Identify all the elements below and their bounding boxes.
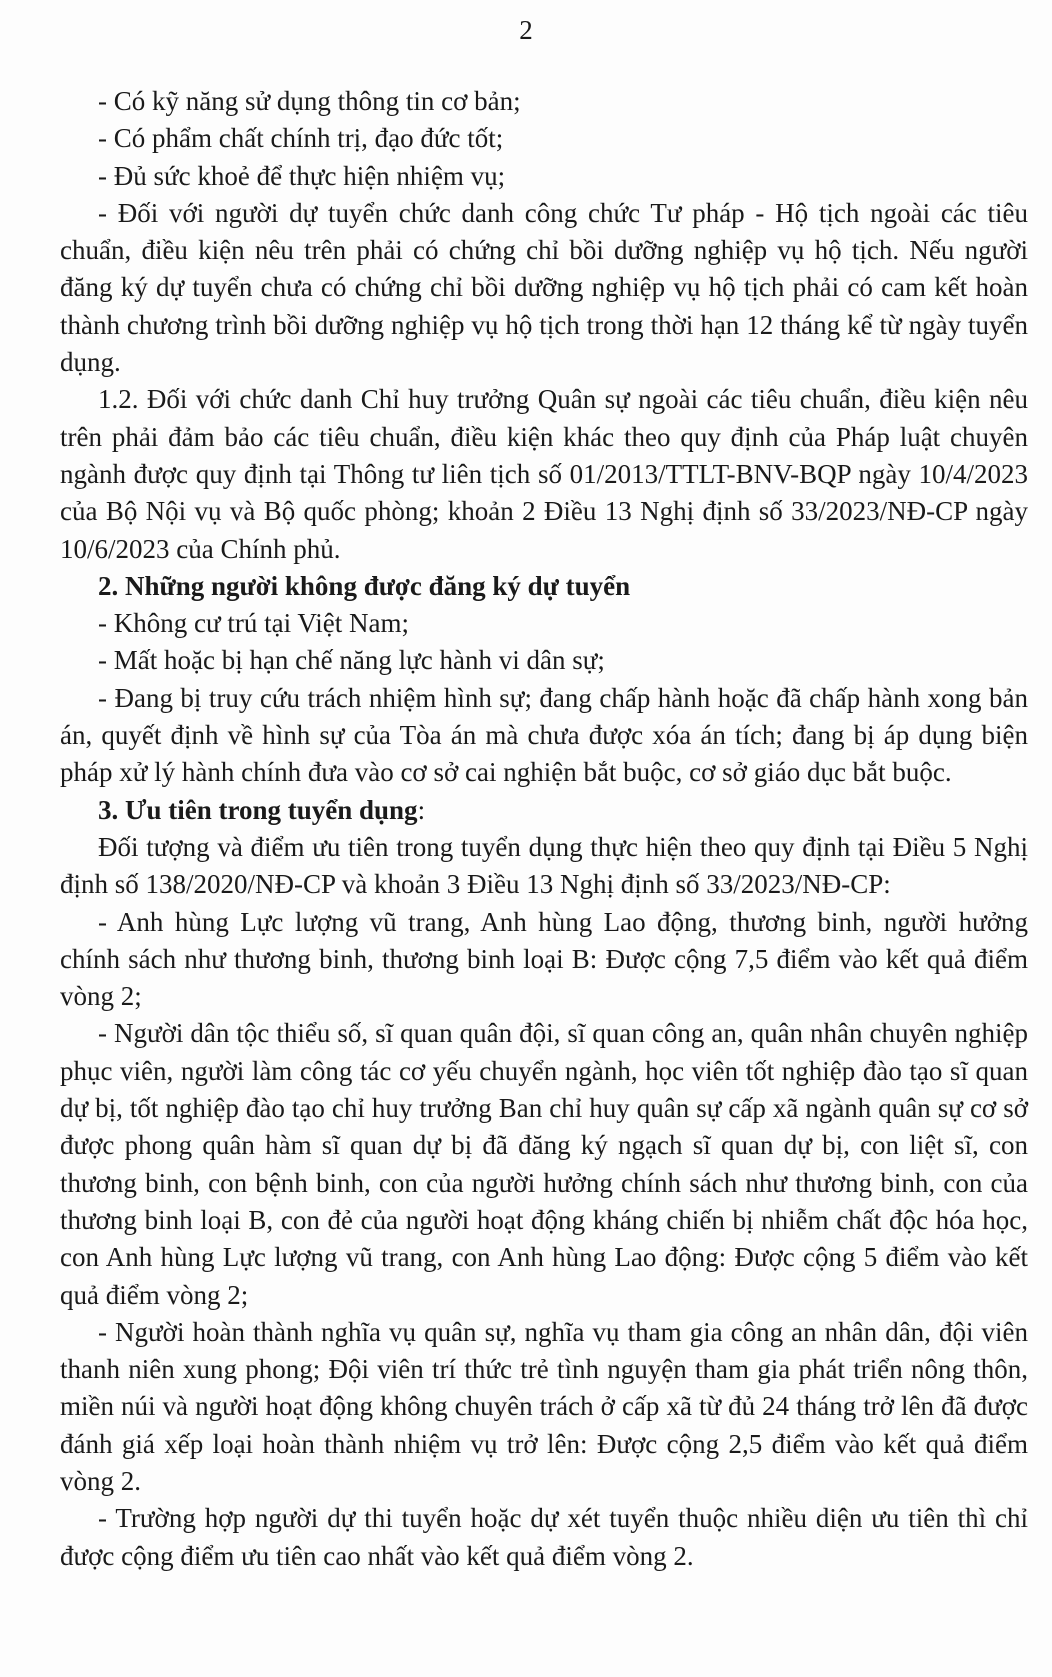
paragraph-basic-it-skills: - Có kỹ năng sử dụng thông tin cơ bản; xyxy=(98,86,521,116)
section-heading-priority-suffix: : xyxy=(417,794,426,825)
paragraph-military-commander: 1.2. Đối với chức danh Chỉ huy trưởng Quân sự ngoài các tiêu chuẩn, điều kiện nêu trên phải đảm bảo các tiêu chuẩn, điều kiện khác theo quy định của Pháp luật chuyên ngành được quy định tại Thông tư liên tịch số 01/2013/TTLT-BNV-BQP ngày 10/4/2023 của Bộ Nội vụ và Bộ quốc phòng; khoản 2 Điều 13 Nghị định số 33/2023/NĐ-CP ngày 10/6/2023 của Chính phủ. xyxy=(60,384,1028,564)
paragraph-priority-multiple: - Trường hợp người dự thi tuyển hoặc dự xét tuyển thuộc nhiều diện ưu tiên thì chỉ được cộng điểm ưu tiên cao nhất vào kết quả điểm vòng 2. xyxy=(60,1503,1028,1571)
paragraph-criminal-prosecution: - Đang bị truy cứu trách nhiệm hình sự; đang chấp hành hoặc đã chấp hành xong bản án, quyết định về hình sự của Tòa án mà chưa được xóa án tích; đang bị áp dụng biện pháp xử lý hành chính đưa vào cơ sở cai nghiện bắt buộc, cơ sở giáo dục bắt buộc. xyxy=(60,682,1028,788)
section-heading-ineligible: 2. Những người không được đăng ký dự tuyển xyxy=(98,570,631,601)
paragraph-priority-7-5: - Anh hùng Lực lượng vũ trang, Anh hùng Lao động, thương binh, người hưởng chính sách như thương binh, thương binh loại B: Được cộng 7,5 điểm vào kết quả điểm vòng 2; xyxy=(60,906,1028,1012)
paragraph-political-quality: - Có phẩm chất chính trị, đạo đức tốt; xyxy=(98,123,504,154)
section-heading-priority xyxy=(60,792,1028,829)
paragraph-justice-civil-status: - Đối với người dự tuyển chức danh công chức Tư pháp - Hộ tịch ngoài các tiêu chuẩn, điều kiện nêu trên phải có chứng chỉ bồi dưỡng nghiệp vụ hộ tịch. Nếu người đăng ký dự tuyển chưa có chứng chỉ bồi dưỡng nghiệp vụ hộ tịch phải có cam kết hoàn thành chương trình bồi dưỡng nghiệp vụ hộ tịch trong thời hạn 12 tháng kể từ ngày tuyển dụng. xyxy=(60,197,1028,378)
document-body xyxy=(60,83,1028,1575)
section-heading-priority-text: 3. Ưu tiên trong tuyển dụng xyxy=(98,794,418,825)
page-number: 2 xyxy=(519,15,533,45)
paragraph-priority-2-5: - Người hoàn thành nghĩa vụ quân sự, nghĩa vụ tham gia công an nhân dân, đội viên thanh niên xung phong; Đội viên trí thức trẻ tình nguyện tham gia phát triển nông thôn, miền núi và người hoạt động không chuyên trách ở cấp xã từ đủ 24 tháng trở lên đã được đánh giá xếp loại hoàn thành nhiệm vụ trở lên: Được cộng 2,5 điểm vào kết quả điểm vòng 2. xyxy=(60,1316,1028,1496)
paragraph-health: - Đủ sức khoẻ để thực hiện nhiệm vụ; xyxy=(98,160,506,191)
paragraph-not-resident: - Không cư trú tại Việt Nam; xyxy=(98,608,409,639)
paragraph-priority-intro: Đối tượng và điểm ưu tiên trong tuyển dụng thực hiện theo quy định tại Điều 5 Nghị định số 138/2020/NĐ-CP và khoản 3 Điều 13 Nghị định số 33/2023/NĐ-CP: xyxy=(60,831,1028,900)
paragraph-civil-capacity: - Mất hoặc bị hạn chế năng lực hành vi dân sự; xyxy=(98,645,605,676)
paragraph-priority-5: - Người dân tộc thiểu số, sĩ quan quân đội, sĩ quan công an, quân nhân chuyên nghiệp phục viên, người làm công tác cơ yếu chuyển ngành, học viên tốt nghiệp đào tạo sĩ quan dự bị, tốt nghiệp đào tạo chỉ huy trưởng Ban chỉ huy quân sự cấp xã ngành quân sự cơ sở được phong quân hàm sĩ quan dự bị đã đăng ký ngạch sĩ quan dự bị, con liệt sĩ, con thương binh, con bệnh binh, con của người hưởng chính sách như thương binh, con của thương binh loại B, con đẻ của người hoạt động kháng chiến bị nhiễm chất độc hóa học, con Anh hùng Lực lượng vũ trang, con Anh hùng Lao động: Được cộng 5 điểm vào kết quả điểm vòng 2; xyxy=(60,1018,1028,1310)
